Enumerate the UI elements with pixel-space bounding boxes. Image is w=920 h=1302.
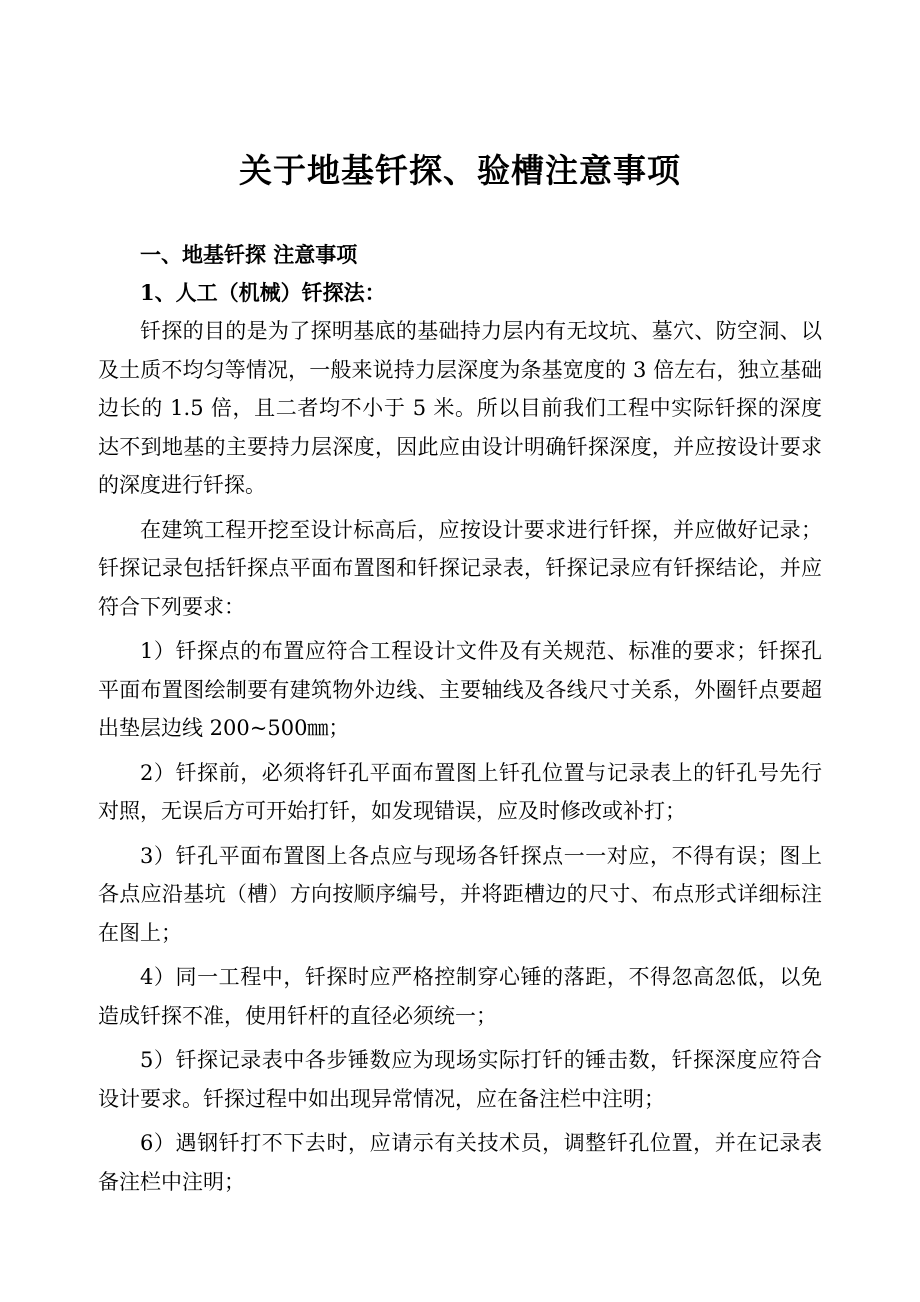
requirement-item: 2）钎探前，必须将钎孔平面布置图上钎孔位置与记录表上的钎孔号先行对照，无误后方可开始打钎，如发现错误，应及时修改或补打； — [98, 760, 822, 823]
requirement-item: 5）钎探记录表中各步锤数应为现场实际打钎的锤击数，钎探深度应符合设计要求。钎探过程中如出现异常情况，应在备注栏中注明； — [98, 1048, 822, 1111]
document-body — [98, 236, 822, 1201]
body-paragraph: 在建筑工程开挖至设计标高后，应按设计要求进行钎探，并应做好记录；钎探记录包括钎探点平面布置图和钎探记录表，钎探记录应有钎探结论，并应符合下列要求： — [98, 517, 822, 619]
requirement-item: 1）钎探点的布置应符合工程设计文件及有关规范、标准的要求；钎探孔平面布置图绘制要有建筑物外边线、主要轴线及各线尺寸关系，外圈钎点要超出垫层边线 200~500㎜； — [98, 639, 822, 740]
requirement-item: 6）遇钢钎打不下去时，应请示有关技术员，调整钎孔位置，并在记录表备注栏中注明； — [98, 1131, 822, 1194]
requirement-item: 3）钎孔平面布置图上各点应与现场各钎探点一一对应，不得有误；图上各点应沿基坑（槽）方向按顺序编号，并将距槽边的尺寸、布点形式详细标注在图上； — [98, 843, 822, 945]
requirement-item: 4）同一工程中，钎探时应严格控制穿心锤的落距，不得忽高忽低，以免造成钎探不准，使用钎杆的直径必须统一； — [98, 965, 822, 1028]
page-title: 关于地基钎探、验槽注意事项 — [239, 151, 681, 190]
subsection-heading: 1、人工（机械）钎探法： — [140, 280, 386, 305]
section-heading: 一、地基钎探 注意事项 — [140, 242, 358, 267]
body-paragraph: 钎探的目的是为了探明基底的基础持力层内有无坟坑、墓穴、防空洞、以及土质不均匀等情况，一般来说持力层深度为条基宽度的 3 倍左右，独立基础边长的 1.5 倍，且二者均不小于 5 米。所以目前我们工程中实际钎探的深度达不到地基的主要持力层深度，因此应由设计明确钎探深度，并应按设计要求的深度进行钎探。 — [98, 319, 822, 497]
